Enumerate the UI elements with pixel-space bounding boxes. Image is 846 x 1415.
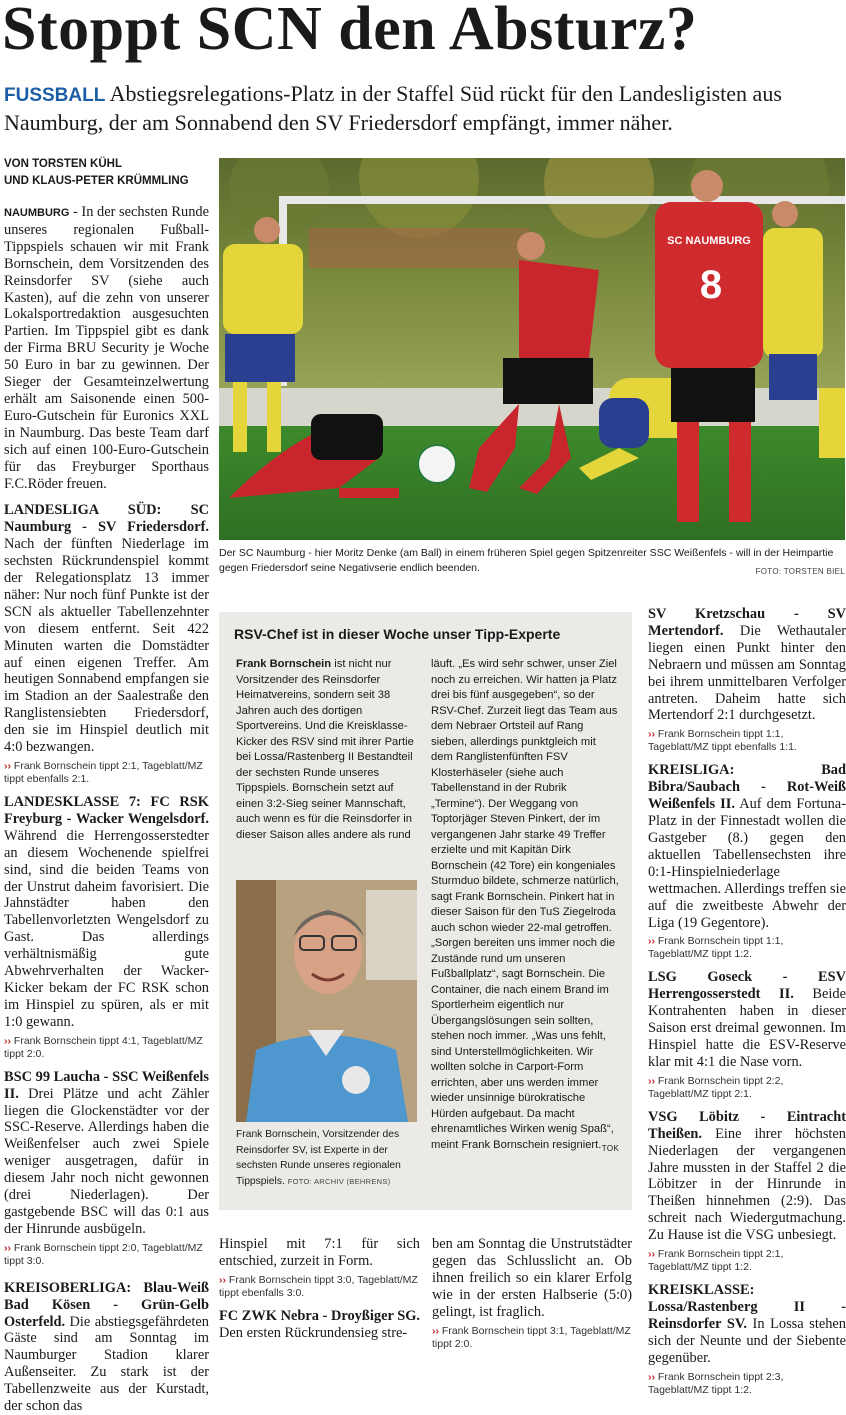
headline: Stoppt SCN den Absturz? — [2, 0, 698, 63]
match-heading: KREISOBERLIGA: Blau-Weiß Bad Kösen - Grün-Gelb Osterfeld. — [4, 1279, 209, 1330]
portrait-caption-text: Frank Bornschein, Vorsitzender des Reinsdorfer SV, ist Experte in der sechsten Runde unseres regionalen Tippspiels. — [236, 1129, 401, 1187]
teaser-text: Abstiegsrelegations-Platz in der Staffel Süd rückt für den Landesligisten aus Naumburg, der am Sonnabend den SV Friedersdorf empfängt, immer näher. — [4, 81, 782, 135]
tip-line — [648, 1075, 846, 1101]
tip-text: Frank Bornschein tippt 2:1, Tageblatt/MZ tippt 1:2. — [648, 1248, 784, 1274]
match-text: Die Wethautaler liegen einen Punkt hinter den Nebraern und müssen am Sonntag bei ihrem unmittelbaren Verfolger antreten. Daheim hatte sich Mertendorf 2:1 durchgesetzt. — [648, 622, 846, 724]
expert-box-column-1 — [236, 657, 421, 843]
arrow-icon: ›› — [648, 728, 655, 741]
arrow-icon: ›› — [648, 1074, 655, 1087]
right-column — [648, 606, 846, 1405]
match-continuation: ben am Sonntag die Unstrutstädter gegen das Schlusslicht an. Ob ihnen freilich so ein klarer Erfolg wie in der ersten Halbserie (5:0) gelingt, ist fraglich. — [432, 1236, 632, 1320]
match-heading: FC ZWK Nebra - Droyßiger SG. — [219, 1307, 420, 1324]
portrait-illustration — [236, 880, 417, 1122]
intro-text: - In der sechsten Runde unseres regionalen Fußball-Tippspiels schauen wir mit Frank Bornschein, dem Vorsitzenden des Reinsdorfer SV (siehe auch Kasten), auf die zehn von unserer Lokalsportredaktion ausgesuchten Partien. Im Tippspiel gibt es dank der Firma BRU Security je Woche 50 Euro in bar zu gewinnen. Der Sieger der Gesamteinzelwertung erhält am Saisonende einen 500-Euro-Gutschein für Euronics XXL in Naumburg. Das beste Team darf sich auf einen 100-Euro-Gutschein für das Freyburger Sporthaus F.C.Röder freuen. — [4, 204, 209, 492]
tip-text: Frank Bornschein tippt 3:0, Tageblatt/MZ tippt ebenfalls 3:0. — [219, 1273, 418, 1299]
tip-text: Frank Bornschein tippt 2:0, Tageblatt/MZ tippt 3:0. — [4, 1241, 203, 1267]
author-sign: TOK — [601, 1143, 619, 1153]
tip-line — [648, 935, 846, 961]
photo-caption-text: Der SC Naumburg - hier Moritz Denke (am Ball) in einem früheren Spiel gegen Spitzenreiter SSC Weißenfels - will in der Heimpartie gegen Friedersdorf seine Negativserie endlich beenden. — [219, 547, 834, 574]
match-text: In Lossa stehen sich der Neunte und der Siebente gegenüber. — [648, 1315, 846, 1366]
arrow-icon: ›› — [4, 1241, 11, 1254]
tip-line — [4, 760, 209, 786]
tip-line — [4, 1242, 209, 1268]
match-item — [648, 969, 846, 1070]
match-text: Während die Herrengosserstedter an diesem Wochenende spielfrei sind, sind die beiden Teams von der Unstrut daheim favorisiert. Die Jahnstädter haben den Tabellenvorletzten Wengelsdorf zu Gast. Das allerdings verhältnismäßig gute Abwehrverhalten der Wacker-Kicker bekam der FC RSK schon im Hinspiel zu spüren, als er mit 1:0 gewann. — [4, 827, 209, 1030]
jersey-number: 8 — [699, 263, 723, 307]
tip-line — [648, 1371, 846, 1397]
match-text: Den ersten Rückrundensieg stre- — [219, 1324, 408, 1341]
portrait-caption — [236, 1127, 421, 1189]
tip-line — [648, 728, 846, 754]
expert-name: Frank Bornschein — [236, 658, 332, 670]
tip-text: Frank Bornschein tippt 1:1, Tageblatt/MZ tippt ebenfalls 1:1. — [648, 728, 797, 754]
tip-text: Frank Bornschein tippt 4:1, Tageblatt/MZ tippt 2:0. — [4, 1034, 203, 1060]
match-heading: KREISKLASSE: Lossa/Rastenberg II - Reinsdorfer SV. — [648, 1282, 846, 1332]
tip-text: Frank Bornschein tippt 2:1, Tageblatt/MZ tippt ebenfalls 2:1. — [4, 760, 203, 785]
match-heading: VSG Löbitz - Eintracht Theißen. — [648, 1108, 846, 1142]
match-heading: LANDESKLASSE 7: FC RSK Freyburg - Wacker Wengelsdorf. — [4, 794, 209, 827]
left-column — [4, 204, 209, 1415]
arrow-icon: ›› — [432, 1324, 439, 1337]
arrow-icon: ›› — [648, 1370, 655, 1383]
match-item — [648, 606, 846, 724]
teaser-kicker: FUSSBALL — [4, 85, 106, 106]
tip-text: Frank Bornschein tippt 2:3, Tageblatt/MZ tippt 1:2. — [648, 1370, 784, 1396]
match-text: Drei Plätze und acht Zähler liegen die Glockenstädter vor der SSC-Reserve. Allerdings haben die Weißenfelser auch zwei Spiele weniger ausgetragen, dafür in diesem Jahr noch nicht gewonnen (drei Niederlagen). Der gastgebende BSC will das 0:1 aus der Hinrunde ausbügeln. — [4, 1085, 209, 1237]
match-text: Nach der fünften Niederlage im sechsten Rückrundenspiel kommt der Relegationsplatz 13 immer näher: Nur noch fünf Punkte ist der SCN als aktueller Tabellenzehnter von diesem entfernt. Seit 422 Minuten warten die Domstädter auf einen eigenen Treffer. Am heutigen Sonnabend empfangen sie im Stadion an der Saalestraße den Ranglistensiebten Friedersdorf, den sie im Hinspiel deutlich mit 4:0 bezwangen. — [4, 536, 209, 756]
match-item — [219, 1308, 420, 1342]
match-text: Auf dem Fortuna-Platz in der Finnestadt wollen die Gastgeber (8.) gegen den aktuellen Tabellensechsten ihre 0:1-Hinspielniederlage wettmachen. Allerdings treffen sie auf die zweitbeste Abwehr der Liga (19 Gegentore). — [648, 796, 846, 931]
match-text: Die abstiegsgefährdeten Gäste sind am Sonntag im Naumburger Stadion klarer Außenseiter. Zu stark ist der Tabellenzweite aus der Kurstadt, der schon das — [4, 1313, 209, 1415]
match-item — [648, 762, 846, 931]
expert-text-2: läuft. „Es wird sehr schwer, unser Ziel noch zu erreichen. Wir hatten ja Platz drei bis fünf ausgegeben“, so der RSV-Chef. Zurzeit liegt das Team aus dem Nebraer Ortsteil auf Rang sieben, allerdings punktgleich mit dem Ranglistenfünften FSV Klosterhäseler (siehe auch Tabellenstand in der Rubrik „Termine“). Der Weggang von Toptorjäger Steven Pinkert, der im vergangenen Jahr starke 49 Treffer erzielte und mit Kapitän Dirk Bornschein (42 Tore) ein kongeniales Sturmduo bildete, schmerze natürlich, sagt Frank Bornschein. Pinkert hat in dieser Saison für den TuS Ziegelroda auch schon wieder 22-mal getroffen. „Sorgen bereiten uns immer noch die Zustände rund um unseren Fußballplatz“, sagt Bornschein. Die Container, die nach einem Brand im Sportlerheim eigentlich nur Übergangslösungen sein sollten, stehen noch immer. „Was uns fehlt, sind Unterstellmöglichkeiten. Wir wollten solche in Carport-Form errichten, aber uns werden immer wieder unsinnige bürokratische Hürden aufgebaut. Da macht ehrenamtliches Wirken wenig Spaß“, meint Frank Bornschein resigniert. — [431, 658, 619, 1151]
tip-line — [219, 1274, 420, 1300]
football-scene-illustration — [219, 158, 845, 540]
match-heading: KREISLIGA: Bad Bibra/Saubach - Rot-Weiß Weißenfels II. — [648, 762, 846, 813]
arrow-icon: ›› — [4, 760, 11, 772]
middle-column — [219, 1236, 420, 1342]
tip-text: Frank Bornschein tippt 1:1, Tageblatt/MZ tippt 1:2. — [648, 935, 784, 961]
match-item — [648, 1109, 846, 1244]
portrait-photo — [236, 880, 417, 1122]
match-photo — [219, 158, 845, 540]
match-text: Beide Kontrahenten haben in dieser Saison erst dreimal gewonnen. Im Hinspiel hatte die ESV-Reserve klar mit 4:1 die Nase vorn. — [648, 986, 846, 1070]
match-heading: SV Kretzschau - SV Mertendorf. — [648, 606, 846, 639]
match-continuation: Hinspiel mit 7:1 für sich entschied, zurzeit in Form. — [219, 1236, 420, 1269]
tip-text: Frank Bornschein tippt 3:1, Tageblatt/MZ tippt 2:0. — [432, 1324, 631, 1350]
football — [418, 445, 456, 483]
photo-credit: FOTO: TORSTEN BIEL — [755, 567, 845, 576]
expert-box-column-2 — [431, 657, 619, 1156]
tip-line — [4, 1035, 209, 1061]
dateline: NAUMBURG — [4, 207, 70, 219]
byline-line-1: VON TORSTEN KÜHL — [4, 158, 122, 170]
match-heading: BSC 99 Laucha - SSC Weißenfels II. — [4, 1068, 209, 1102]
match-item — [4, 1069, 209, 1238]
teaser — [4, 80, 824, 136]
expert-box-title: RSV-Chef ist in dieser Woche unser Tipp-Experte — [234, 626, 561, 642]
arrow-icon: ›› — [648, 1248, 655, 1261]
middle-column-2 — [432, 1236, 632, 1359]
tip-text: Frank Bornschein tippt 2:2, Tageblatt/MZ tippt 2:1. — [648, 1074, 784, 1100]
tip-line — [648, 1248, 846, 1274]
byline — [4, 156, 209, 190]
match-item — [648, 1282, 846, 1367]
match-text: Eine ihrer höchsten Niederlagen der vergangenen Jahre mussten in der Staffel 2 die Löbitzer in der Hinrunde in Theißen hinnehmen (2:9). Das schreit nach Wiedergutmachung. Zu Hause ist die VSG unbesiegt. — [648, 1125, 846, 1244]
match-item — [4, 502, 209, 756]
intro-paragraph — [4, 204, 209, 492]
expert-text-1: ist nicht nur Vorsitzender des Reinsdorfer Heimatvereins, sondern seit 38 Jahren auch des dortigen Sportvereins. Und die Kreisklasse-Kicker des RSV sind mit ihrer Partie bei Lossa/Rastenberg II Bestandteil der sechsten Runde unseres Tippspiels. Bornschein setzt auf einen 3:2-Sieg seiner Mannschaft, auch wenn es für die Reinsdorfer in dieser Saison alles andere als rund — [236, 658, 414, 841]
match-heading: LANDESLIGA SÜD: SC Naumburg - SV Friedersdorf. — [4, 502, 209, 536]
arrow-icon: ›› — [4, 1034, 11, 1047]
match-item — [4, 1280, 209, 1415]
tip-line — [432, 1325, 632, 1351]
portrait-credit: FOTO: ARCHIV (BEHRENS) — [287, 1176, 391, 1186]
arrow-icon: ›› — [219, 1273, 226, 1286]
match-item — [4, 794, 209, 1031]
byline-line-2: UND KLAUS-PETER KRÜMMLING — [4, 175, 189, 187]
jersey-text: SC NAUMBURG — [667, 235, 751, 247]
photo-caption — [219, 546, 845, 579]
match-heading: LSG Goseck - ESV Herrengosserstedt II. — [648, 969, 846, 1003]
arrow-icon: ›› — [648, 935, 655, 948]
